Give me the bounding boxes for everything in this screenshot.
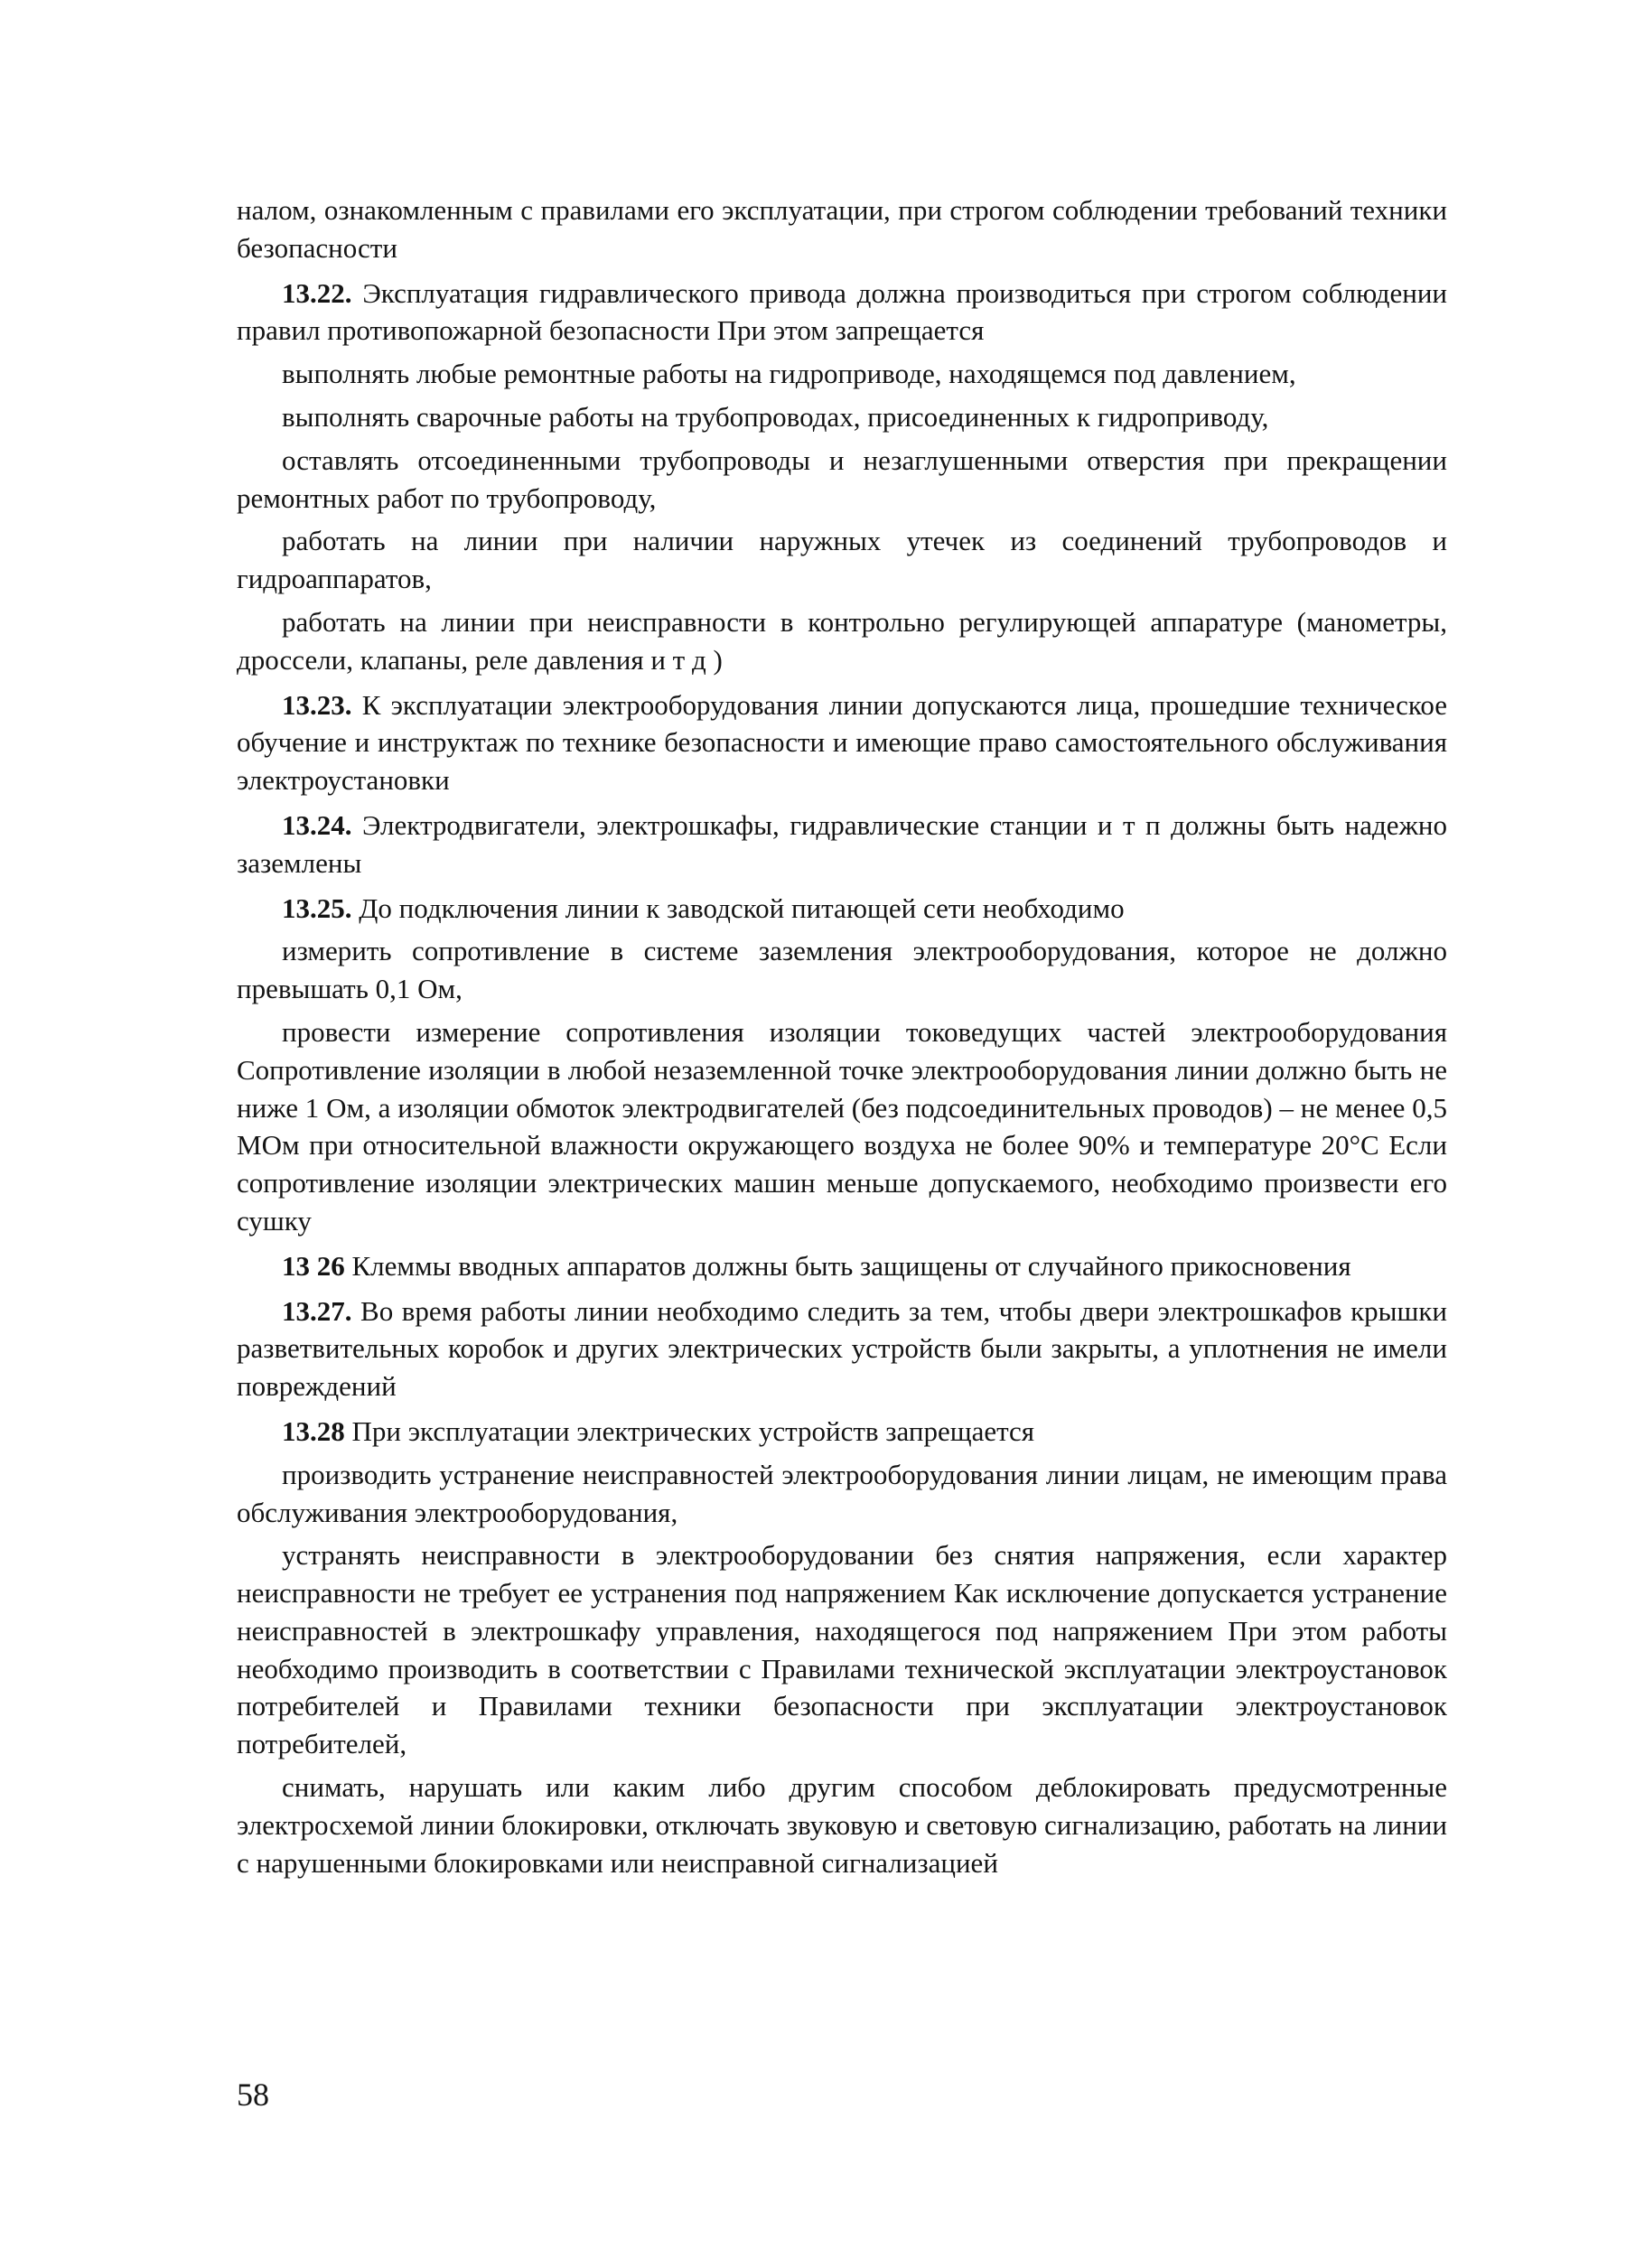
list-item — [237, 1769, 1447, 1881]
paragraph-text: налом, ознакомленным с правилами его эксплуатации, при строгом соблюдении требований техники безопасности — [237, 194, 1447, 264]
clause-13-28 — [237, 1413, 1447, 1451]
clause-13-23 — [237, 686, 1447, 799]
page-number: 58 — [237, 2077, 269, 2113]
paragraph-text: Электродвигатели, электрошкафы, гидравлические станции и т п должны быть надежно заземлены — [237, 808, 1447, 879]
paragraph-text: До подключения линии к заводской питающей сети необходимо — [359, 891, 1125, 924]
list-item — [237, 355, 1447, 393]
list-item — [237, 1456, 1447, 1532]
clause-number: 13.25. — [282, 891, 352, 924]
clause-13-25 — [237, 890, 1447, 928]
clause-13-27 — [237, 1293, 1447, 1405]
clause-number: 13.23. — [282, 688, 352, 721]
paragraph-text: Во время работы линии необходимо следить за тем, чтобы двери электрошкафов крышки разветвительных коробок и других электрических устройств были закрыты, а уплотнения не имели повреждений — [237, 1294, 1448, 1403]
list-item — [237, 932, 1447, 1008]
clause-number: 13.27. — [282, 1294, 352, 1327]
document-body — [237, 191, 1447, 1881]
list-item — [237, 1013, 1447, 1240]
paragraph-text: При эксплуатации электрических устройств запрещается — [351, 1414, 1035, 1447]
paragraph-text: оставлять отсоединенными трубопроводы и незаглушенными отверстия при прекращении ремонтных работ по трубопроводу, — [237, 443, 1447, 514]
list-item — [237, 603, 1447, 679]
paragraph-continuation — [237, 191, 1447, 267]
clause-number: 13.22. — [282, 276, 352, 309]
clause-13-24 — [237, 807, 1447, 882]
paragraph-text: К эксплуатации электрооборудования линии допускаются лица, прошедшие техническое обучение и инструктаж по технике безопасности и имеющие право самостоятельного обслуживания электроустановки — [237, 688, 1448, 797]
clause-13-26 — [237, 1247, 1447, 1285]
list-item — [237, 522, 1447, 598]
paragraph-text: выполнять любые ремонтные работы на гидроприводе, находящемся под давлением, — [282, 358, 1296, 390]
clause-number: 13 26 — [282, 1249, 345, 1282]
paragraph-text: измерить сопротивление в системе заземления электрооборудования, которое не должно превышать 0,1 Ом, — [237, 935, 1447, 1005]
paragraph-text: работать на линии при неисправности в контрольно регулирующей аппаратуре (манометры, дроссели, клапаны, реле давления и т д ) — [237, 605, 1447, 676]
list-item — [237, 442, 1447, 518]
list-item — [237, 398, 1447, 436]
paragraph-text: производить устранение неисправностей электрооборудования линии лицам, не имеющим права обслуживания электрооборудования, — [237, 1458, 1447, 1528]
paragraph-text: устранять неисправности в электрооборудовании без снятия напряжения, если характер неисправности не требует ее устранения под напряжением Как исключение допускается устранение неисправностей в электрошкафу управления, находящегося под напряжением При этом работы необходимо производить в соответствии с Правилами технической эксплуатации электроустановок потребителей и Правилами техники безопасности при эксплуатации электроустановок потребителей, — [237, 1539, 1447, 1760]
paragraph-text: снимать, нарушать или каким либо другим способом деблокировать предусмотренные электросхемой линии блокировки, отключать звуковую и световую сигнализацию, работать на линии с нарушенными блокировками или неисправной сигнализацией — [237, 1771, 1447, 1879]
paragraph-text: работать на линии при наличии наружных утечек из соединений трубопроводов и гидроаппаратов, — [237, 525, 1447, 595]
paragraph-text: Клеммы вводных аппаратов должны быть защищены от случайного прикосновения — [351, 1249, 1351, 1282]
clause-number: 13.28 — [282, 1414, 345, 1447]
paragraph-text: провести измерение сопротивления изоляции токоведущих частей электрооборудования Сопротивление изоляции в любой незаземленной точке электрооборудования линии должно быть не ниже 1 Ом, а изоляции обмоток электродвигателей (без подсоединительных проводов) – не менее 0,5 МОм при относительной влажности окружающего воздуха не более 90% и температуре 20°С Если сопротивление изоляции электрических машин меньше допускаемого, необходимо произвести его сушку — [237, 1015, 1447, 1237]
list-item — [237, 1536, 1447, 1763]
paragraph-text: выполнять сварочные работы на трубопроводах, присоединенных к гидроприводу, — [282, 400, 1269, 433]
clause-13-22 — [237, 275, 1447, 350]
paragraph-text: Эксплуатация гидравлического привода должна производиться при строгом соблюдении правил противопожарной безопасности При этом запрещается — [237, 276, 1447, 347]
clause-number: 13.24. — [282, 808, 352, 841]
